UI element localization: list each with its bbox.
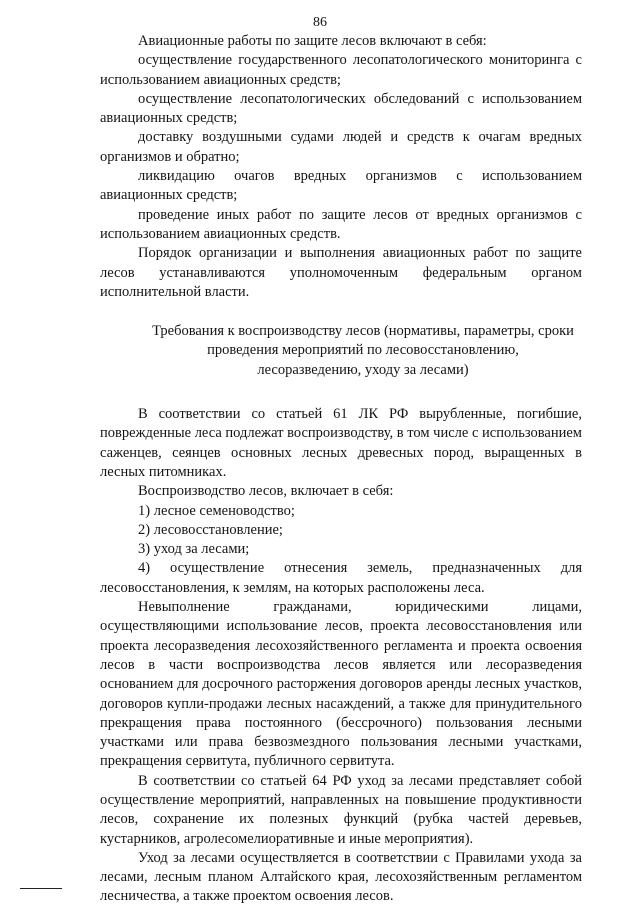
heading-line: проведения мероприятий по лесовосстановлению,	[207, 342, 519, 359]
paragraph: Воспроизводство лесов, включает в себя:	[138, 483, 394, 500]
footnote-divider	[20, 888, 62, 889]
list-item: 3) уход за лесами;	[138, 541, 250, 558]
paragraph: Авиационные работы по защите лесов включают в себя:	[138, 33, 487, 49]
paragraph: В соответствии со статьей 61 ЛК РФ вырубленные, погибшие, поврежденные леса подлежат воспроизводству, в том числе с использованием саженцев, сеянцев основных лесных древесных пород, выращенных в лесных питомниках.	[100, 406, 582, 480]
list-item: 4) осуществление отнесения земель, предназначенных для лесовосстановления, к землям, на которых расположены леса.	[100, 560, 582, 596]
document-body	[100, 32, 582, 907]
paragraph: доставку воздушными судами людей и средств к очагам вредных организмов и обратно;	[100, 129, 582, 165]
section-heading	[100, 322, 582, 380]
paragraph: В соответствии со статьей 64 РФ уход за лесами представляет собой осуществление мероприятий, направленных на повышение продуктивности лесов, сохранение их полезных функций (рубка частей деревьев, кустарников, агролесомелиоративные и иные мероприятия).	[100, 772, 582, 847]
list-item: 1) лесное семеноводство;	[138, 502, 295, 519]
list-item: 2) лесовосстановление;	[138, 521, 283, 538]
paragraph: проведение иных работ по защите лесов от вредных организмов с использованием авиационных средств.	[100, 206, 582, 242]
paragraph: ликвидацию очагов вредных организмов с использованием авиационных средств;	[100, 168, 582, 204]
paragraph: осуществление лесопатологических обследований с использованием авиационных средств;	[100, 90, 582, 127]
paragraph: Уход за лесами осуществляется в соответствии с Правилами ухода за лесами, лесным планом Алтайского края, лесохозяйственным регламентом лесничества, а также проектом освоения лесов.	[100, 849, 582, 905]
paragraph: Порядок организации и выполнения авиационных работ по защите лесов устанавливаются уполномоченным федеральным органом исполнительной власти.	[100, 245, 582, 300]
page-number: 86	[313, 15, 327, 30]
heading-line: Требования к воспроизводству лесов (нормативы, параметры, сроки	[152, 323, 574, 340]
paragraph: Невыполнение гражданами, юридическими лицами, осуществляющими использование лесов, проекта лесовосстановления или проекта лесоразведения лесохозяйственного регламента и проекта освоения лесов в части воспроизводства лесов является или лесоразведения основанием для досрочного расторжения договоров аренды лесных участков, договоров купли-продажи лесных насаждений, а также для принудительного прекращения права постоянного (бессрочного) пользования лесными участками или права безвозмездного пользования лесными участками, прекращения сервитута, публичного сервитута.	[100, 599, 582, 770]
heading-line: лесоразведению, уходу за лесами)	[257, 361, 469, 378]
paragraph: осуществление государственного лесопатологического мониторинга с использованием авиационных средств;	[100, 52, 582, 88]
